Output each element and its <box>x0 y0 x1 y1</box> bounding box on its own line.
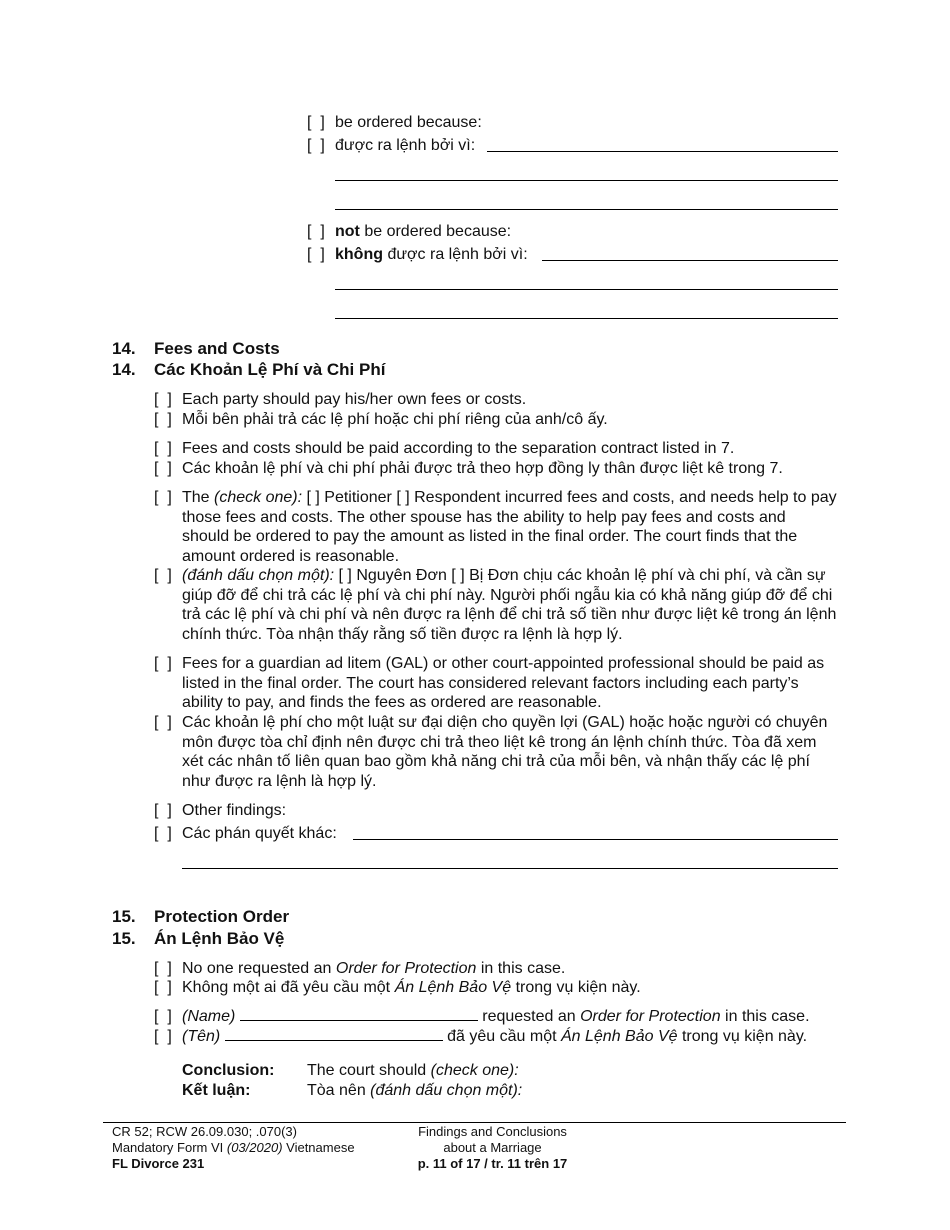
checkbox-not-ordered-en[interactable]: [ ] <box>307 223 325 240</box>
name-line-vi[interactable] <box>225 1040 443 1041</box>
footer-form <box>112 1140 355 1156</box>
name-label: (Name) <box>182 1008 236 1025</box>
footer-form-a: Mandatory Form VI <box>112 1140 227 1155</box>
not-ordered-vi <box>335 245 528 265</box>
section-14-number-vi: 14. <box>112 360 136 379</box>
footer-title-1: Findings and Conclusions <box>418 1124 567 1139</box>
an-lenh-bao-ve-2: Án Lệnh Bảo Vệ <box>560 1028 678 1045</box>
checkbox-14-3-vi[interactable]: [ ] <box>154 567 172 584</box>
item-15-1-en-b: in this case. <box>476 960 566 977</box>
checkbox-14-4-en[interactable]: [ ] <box>154 655 172 672</box>
not-ordered-line-2[interactable] <box>335 289 838 290</box>
item-15-2-en-b: in this case. <box>720 1008 810 1025</box>
court-should-vi <box>307 1081 522 1101</box>
item-14-5-en: Other findings: <box>182 802 287 819</box>
checkbox-14-3-en[interactable]: [ ] <box>154 489 172 506</box>
section-14-title-vi: Các Khoản Lệ Phí và Chi Phí <box>154 360 386 379</box>
item-15-2-en-a: requested an <box>477 1008 581 1025</box>
item-14-3-vi-b: [ ] Nguyên Đơn [ ] Bị Đơn chịu các khoản lệ phí và chi phí, và cần sự giúp đỡ để chi trả các lệ phí và chi phí này. Người phối ngẫu kia có khả năng giúp đỡ để chi trả các lệ phí và chi phí và nên được ra lệnh để chi trả số tiền như được liệt kê trong án lệnh chính thức. Tòa nhận thấy rằng số tiền được ra lệnh là hợp lý. <box>182 567 837 643</box>
name-line-en[interactable] <box>240 1020 478 1021</box>
ten-label: (Tên) <box>182 1028 221 1045</box>
be-ordered-line-3[interactable] <box>335 209 838 210</box>
not-ordered-rest: be ordered because: <box>359 223 512 240</box>
footer-page: p. 11 of 17 / tr. 11 trên 17 <box>417 1156 568 1171</box>
checkbox-15-2-en[interactable]: [ ] <box>154 1008 172 1025</box>
checkbox-15-1-vi[interactable]: [ ] <box>154 979 172 996</box>
item-15-2-vi-b: trong vụ kiện này. <box>677 1028 808 1045</box>
item-15-1-vi-b: trong vụ kiện này. <box>511 979 641 996</box>
check-one-vi: (đánh dấu chọn một): <box>182 567 335 584</box>
checkbox-14-1-vi[interactable]: [ ] <box>154 411 172 428</box>
checkbox-14-4-vi[interactable]: [ ] <box>154 714 172 731</box>
be-ordered-vi: được ra lệnh bởi vì: <box>335 137 476 154</box>
section-15-number-vi: 15. <box>112 929 136 948</box>
not-ordered-line-3[interactable] <box>335 318 838 319</box>
checkbox-be-ordered-vi[interactable]: [ ] <box>307 137 325 154</box>
section-14-number: 14. <box>112 339 136 358</box>
order-for-protection-2: Order for Protection <box>580 1008 721 1025</box>
footer-middle <box>400 1124 585 1172</box>
checkbox-15-2-vi[interactable]: [ ] <box>154 1028 172 1045</box>
item-14-4-en: Fees for a guardian ad litem (GAL) or other court-appointed professional should be paid as listed in the final order. The court has considered relevant factors including each party’s ability to pay, and finds the fees as ordered are reasonable. <box>182 655 825 711</box>
checkbox-14-2-vi[interactable]: [ ] <box>154 460 172 477</box>
court-should-text: The court should <box>307 1062 431 1079</box>
be-ordered-line-1[interactable] <box>487 151 838 152</box>
checkbox-not-ordered-vi[interactable]: [ ] <box>307 246 325 263</box>
footer-form-id: FL Divorce 231 <box>112 1156 205 1171</box>
other-findings-line-2[interactable] <box>182 868 838 869</box>
footer-rule <box>103 1122 846 1123</box>
be-ordered-en: be ordered because: <box>335 114 482 131</box>
be-ordered-line-2[interactable] <box>335 180 838 181</box>
checkbox-14-5-en[interactable]: [ ] <box>154 802 172 819</box>
toa-check-one: (đánh dấu chọn một): <box>370 1082 523 1099</box>
item-14-2-en: Fees and costs should be paid according to the separation contract listed in 7. <box>182 440 735 457</box>
toa-nen-text: Tòa nên <box>307 1082 371 1099</box>
conclusion-label-vi: Kết luận: <box>182 1082 251 1099</box>
item-15-1-en-a: No one requested an <box>182 960 336 977</box>
section-14-title-en: Fees and Costs <box>154 339 280 358</box>
item-14-3-en-b: [ ] Petitioner [ ] Respondent incurred fees and costs, and needs help to pay those fees and costs. The other spouse has the ability to help pay fees and costs and should be ordered to pay the amount as listed in the final order. The court finds that the amount ordered is reasonable. <box>182 489 837 565</box>
checkbox-14-2-en[interactable]: [ ] <box>154 440 172 457</box>
checkbox-14-1-en[interactable]: [ ] <box>154 391 172 408</box>
other-findings-line-1[interactable] <box>353 839 838 840</box>
checkbox-be-ordered-en[interactable]: [ ] <box>307 114 325 131</box>
footer-form-date: (03/2020) <box>226 1140 283 1155</box>
order-for-protection-1: Order for Protection <box>335 960 477 977</box>
item-15-2-vi <box>182 1027 807 1047</box>
item-14-3-en <box>182 488 837 566</box>
item-14-2-vi: Các khoản lệ phí và chi phí phải được trả theo hợp đồng ly thân được liệt kê trong 7. <box>182 460 783 477</box>
not-bold: not <box>335 223 360 240</box>
item-14-3-vi <box>182 566 837 644</box>
item-14-1-vi: Mỗi bên phải trả các lệ phí hoặc chi phí riêng của anh/cô ấy. <box>182 411 608 428</box>
checkbox-14-5-vi[interactable]: [ ] <box>154 825 172 842</box>
footer-title-2: about a Marriage <box>443 1140 542 1155</box>
section-15-title-en: Protection Order <box>154 907 290 926</box>
item-14-3-en-a: The <box>182 489 215 506</box>
section-15-number: 15. <box>112 907 136 926</box>
khong-bold: không <box>335 246 383 263</box>
conclusion-label-en: Conclusion: <box>182 1062 275 1079</box>
checkbox-15-1-en[interactable]: [ ] <box>154 960 172 977</box>
item-14-4-vi: Các khoản lệ phí cho một luật sư đại diện cho quyền lợi (GAL) hoặc hoặc người có chuyên môn được tòa chỉ định nên được chi trả theo liệt kê trong án lệnh chính thức. Tòa đã xem xét các nhân tố liên quan bao gồm khả năng chi trả của mỗi bên, và nhận thấy các lệ phí như được ra lệnh là hợp lý. <box>182 714 828 790</box>
item-14-5-vi: Các phán quyết khác: <box>182 825 337 842</box>
khong-rest: được ra lệnh bởi vì: <box>383 246 528 263</box>
item-15-2-vi-a: đã yêu cầu một <box>442 1028 561 1045</box>
item-14-1-en: Each party should pay his/her own fees or costs. <box>182 391 527 408</box>
an-lenh-bao-ve-1: Án Lệnh Bảo Vệ <box>394 979 512 996</box>
footer-citation: CR 52; RCW 26.09.030; .070(3) <box>112 1124 297 1139</box>
item-15-1-en <box>182 959 565 979</box>
item-15-1-vi <box>182 978 641 998</box>
court-should-en <box>307 1061 519 1081</box>
section-15-title-vi: Án Lệnh Bảo Vệ <box>154 929 285 948</box>
footer-form-b: Vietnamese <box>282 1140 355 1155</box>
footer-left <box>112 1124 355 1172</box>
item-15-2-en <box>182 1007 810 1027</box>
not-ordered-en <box>335 222 511 242</box>
check-one-en: (check one): <box>214 489 303 506</box>
court-check-one: (check one): <box>430 1062 519 1079</box>
item-15-1-vi-a: Không một ai đã yêu cầu một <box>182 979 395 996</box>
not-ordered-line-1[interactable] <box>542 260 838 261</box>
